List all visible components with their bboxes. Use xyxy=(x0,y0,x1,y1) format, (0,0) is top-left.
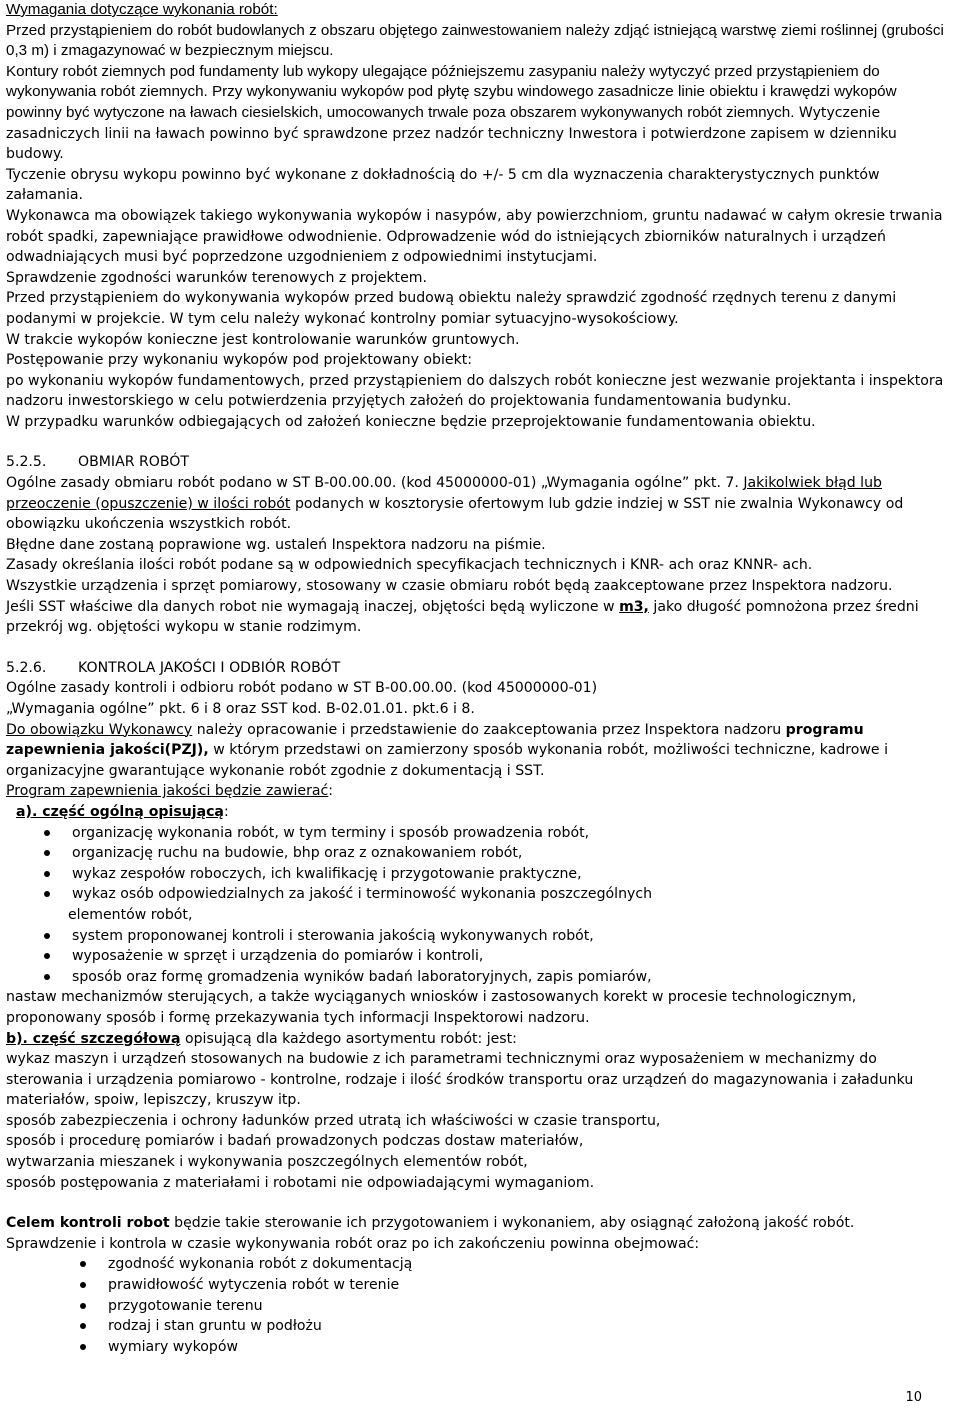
paragraph: Wszystkie urządzenia i sprzęt pomiarowy, stosowany w czasie obmiaru robót będą zaakceptowane przez Inspektora nadzoru. xyxy=(6,578,893,595)
paragraph: Przed przystąpieniem do wykonywania wykopów przed budową obiektu należy sprawdzić zgodność rzędnych terenu z danymi podanymi w projekcie. W tym celu należy wykonać kontrolny pomiar sytuacyjno-wysokościowy. xyxy=(6,290,897,327)
paragraph: sposób zabezpieczenia i ochrony ładunków przed utratą ich właściwości w czasie transportu, xyxy=(6,1112,661,1129)
list-item: wyposażenie w sprzęt i urządzenia do pomiarów i kontroli, xyxy=(72,946,954,967)
list-item: sposób oraz formę gromadzenia wyników badań laboratoryjnych, zapis pomiarów, xyxy=(72,967,954,988)
paragraph: Kontury robót ziemnych pod fundamenty lub wykopy ulegające późniejszemu zasypaniu należy wytyczyć przed przystąpieniem do wykonywania robót ziemnych. Przy wykonywaniu wykopów pod płytę szybu windowego zasadnicze linie obiektu i krawędzi wykopów powinny być wytyczone na ławach ciesielskich, umocowanych trwale poza obszarem wykonywanych robót ziemnych. Wytyczenie zasadniczych linii na ławach powinno być sprawdzone przez nadzór techniczny Inwestora i potwierdzone zapisem w dzienniku budowy. xyxy=(6,62,897,163)
list-item: rodzaj i stan gruntu w podłożu xyxy=(108,1316,954,1337)
paragraph: wykaz maszyn i urządzeń stosowanych na budowie z ich parametrami technicznymi oraz wyposażeniem w mechanizmy do sterowania i urządzenia pomiarowo - kontrolne, rodzaje i ilość środków transportu oraz urządzeń do magazynowania i załadunku materiałów, spoiw, lepiszczy, kruszyw itp. xyxy=(6,1051,914,1109)
paragraph: Ogólne zasady obmiaru robót podano w ST B-00.00.00. (kod 45000000-01) „Wymagania ogólne” pkt. 7. Jakikolwiek błąd lub przeoczenie (opuszczenie) w ilości robót podanych w kosztorysie ofertowym lub gdzie indziej w SST nie zwalnia Wykonawcy od obowiązku ukończenia wszystkich robót. xyxy=(6,475,904,533)
paragraph: po wykonaniu wykopów fundamentowych, przed przystąpieniem do dalszych robót konieczne jest wezwanie projektanta i inspektora nadzoru inwestorskiego w celu potwierdzenia przyjętych założeń do projektowania fundamentowania budynku. xyxy=(6,372,944,410)
paragraph: Jeśli SST właściwe dla danych robot nie wymagają inaczej, objętości będą wyliczone w m3, jako długość pomnożona przez średni przekrój wg. objętości wykopu w stanie rodzimym. xyxy=(6,598,919,636)
paragraph: Postępowanie przy wykonaniu wykopów pod projektowany obiekt: xyxy=(6,352,473,369)
list-item: organizację wykonania robót, w tym terminy i sposób prowadzenia robót, xyxy=(72,823,954,844)
subsection-b-label: b). część szczegółową opisującą dla każdego asortymentu robót: jest: xyxy=(6,1030,517,1047)
section-title: OBMIAR ROBÓT xyxy=(78,454,190,471)
list-item: zgodność wykonania robót z dokumentacją xyxy=(108,1254,954,1275)
paragraph: W trakcie wykopów konieczne jest kontrolowanie warunków gruntowych. xyxy=(6,331,520,348)
section-title-requirements: Wymagania dotyczące wykonania robót: xyxy=(6,1,278,18)
paragraph: Zasady określania ilości robót podane są w odpowiednich specyfikacjach technicznych i KNR- ach oraz KNNR- ach. xyxy=(6,557,813,574)
paragraph: sposób postępowania z materiałami i robotami nie odpowiadającymi wymaganiom. xyxy=(6,1174,595,1191)
paragraph: nastaw mechanizmów sterujących, a także wyciąganych wniosków i zastosowanych korekt w procesie technologicznym, proponowany sposób i formę przekazywania tych informacji Inspektorowi nadzoru. xyxy=(6,989,857,1026)
paragraph: Sprawdzenie i kontrola w czasie wykonywania robót oraz po ich zakończeniu powinna obejmować: xyxy=(6,1235,700,1252)
paragraph: sposób i procedurę pomiarów i badań prowadzonych podczas dostaw materiałów, xyxy=(6,1133,584,1150)
page-number: 10 xyxy=(905,1390,922,1405)
paragraph: W przypadku warunków odbiegających od założeń konieczne będzie przeprojektowanie fundamentowania obiektu. xyxy=(6,413,816,430)
list-item: prawidłowość wytyczenia robót w terenie xyxy=(108,1275,954,1296)
paragraph: Wykonawca ma obowiązek takiego wykonywania wykopów i nasypów, aby powierzchniom, gruntu nadawać w całym okresie trwania robót spadki, zapewniające prawidłowe odwodnienie. Odprowadzenie wód do istniejących zbiorników naturalnych i urządzeń odwadniających musi być poprzedzone uzgodnieniem z odpowiednimi instytucjami. xyxy=(6,207,943,266)
paragraph: Tyczenie obrysu wykopu powinno być wykonane z dokładnością do +/- 5 cm dla wyznaczenia charakterystycznych punktów załamania. xyxy=(6,166,880,204)
paragraph: Sprawdzenie zgodności warunków terenowych z projektem. xyxy=(6,269,427,286)
list-item: przygotowanie terenu xyxy=(108,1296,954,1317)
paragraph: Przed przystąpieniem do robót budowlanych z obszaru objętego zainwestowaniem należy zdjąć istniejącą warstwę ziemi roślinnej (grubości 0,3 m) i zmagazynować w bezpiecznym miejscu. xyxy=(6,21,944,60)
paragraph: Do obowiązku Wykonawcy należy opracowanie i przedstawienie do zaakceptowania przez Inspektora nadzoru programu zapewnienia jakości(PZJ), w którym przedstawi on zamierzony sposób wykonania robót, możliwości techniczne, kadrowe i organizacyjne gwarantujące wykonanie robót zgodnie z dokumentacją i SST. xyxy=(6,721,888,779)
section-heading-measure xyxy=(6,452,954,473)
paragraph: wytwarzania mieszanek i wykonywania poszczególnych elementów robót, xyxy=(6,1154,528,1171)
list-item: wymiary wykopów xyxy=(108,1337,954,1358)
list-inspection-scope xyxy=(6,1254,954,1357)
paragraph: Błędne dane zostaną poprawione wg. ustaleń Inspektora nadzoru na piśmie. xyxy=(6,536,546,553)
document-page xyxy=(6,0,954,1357)
list-general-part xyxy=(6,823,954,988)
section-number: 5.2.5. xyxy=(6,454,47,471)
list-item: wykaz osób odpowiedzialnych za jakość i terminowość wykonania poszczególnych elementów robót, xyxy=(72,884,954,925)
paragraph: „Wymagania ogólne” pkt. 6 i 8 oraz SST kod. B-02.01.01. pkt.6 i 8. xyxy=(6,701,475,717)
paragraph: Ogólne zasady kontroli i odbioru robót podano w ST B-00.00.00. (kod 45000000-01) xyxy=(6,680,598,697)
paragraph: Program zapewnienia jakości będzie zawierać: xyxy=(6,783,334,800)
section-heading-quality xyxy=(6,658,954,679)
paragraph: Celem kontroli robot będzie takie sterowanie ich przygotowaniem i wykonaniem, aby osiągnąć założoną jakość robót. xyxy=(6,1215,855,1232)
section-number: 5.2.6. xyxy=(6,659,47,676)
list-item: system proponowanej kontroli i sterowania jakością wykonywanych robót, xyxy=(72,926,954,947)
subsection-a-label: a). część ogólną opisującą: xyxy=(16,803,229,820)
section-title: KONTROLA JAKOŚCI I ODBIÓR ROBÓT xyxy=(78,659,341,676)
list-item: organizację ruchu na budowie, bhp oraz z oznakowaniem robót, xyxy=(72,843,954,864)
list-item: wykaz zespołów roboczych, ich kwalifikację i przygotowanie praktyczne, xyxy=(72,864,954,885)
